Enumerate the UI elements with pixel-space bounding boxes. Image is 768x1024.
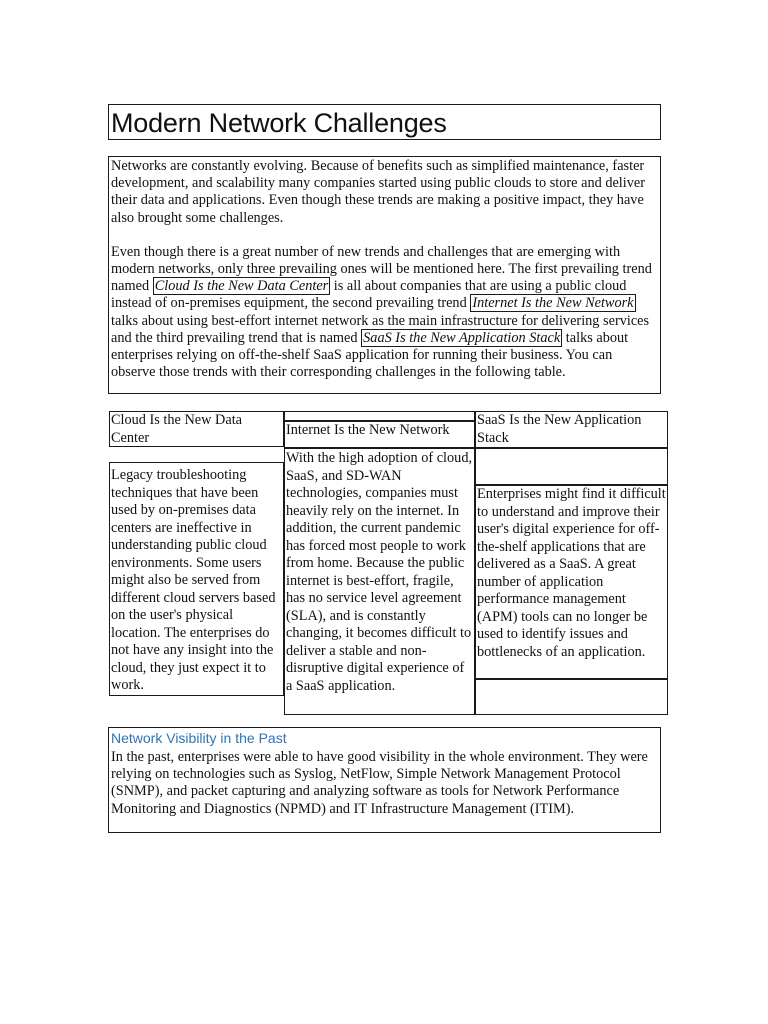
table-spacer-internet	[284, 411, 475, 421]
visibility-heading: Network Visibility in the Past	[111, 730, 287, 746]
trend-ref-saas: SaaS Is the New Application Stack	[363, 329, 561, 346]
table-header-saas: SaaS Is the New Application Stack	[475, 411, 668, 448]
table-empty-saas-top	[475, 448, 668, 485]
table-empty-saas-bottom	[475, 679, 668, 715]
table-cell-cloud: Legacy troubleshooting techniques that have been used by on-premises data centers are ineffective in understanding public cloud environments. Some users might also be served from different cloud servers based on the user's physical location. The enterprises do not have any insight into the cloud, they just expect it to work.	[109, 462, 284, 696]
page-title: Modern Network Challenges	[111, 108, 447, 138]
table-cell-internet: With the high adoption of cloud, SaaS, and SD-WAN technologies, companies must heavily rely on the internet. In addition, the current pandemic has forced most people to work from home. Because the public internet is best-effort, fragile, has no service level agreement (SLA), and is constantly changing, it becomes difficult to deliver a stable and non-disruptive digital experience of a SaaS application.	[284, 448, 475, 715]
trend-ref-internet: Internet Is the New Network	[472, 295, 634, 312]
visibility-section	[108, 727, 661, 833]
intro-text-b: is all about companies that are using a public cloud instead of on-premises equipment, the second prevailing trend	[111, 278, 627, 312]
intro-text-d: talks about enterprises relying on off-the-shelf SaaS application for running their business. You can observe those trends with their corresponding challenges in the following table.	[111, 329, 629, 381]
intro-paragraph-2	[111, 244, 658, 382]
intro-paragraph-1: Networks are constantly evolving. Because of benefits such as simplified maintenance, faster development, and scalability many companies started using public clouds to store and deliver their data and applications. Even though these trends are making a positive impact, they have also brought some challenges.	[111, 158, 646, 226]
visibility-body: In the past, enterprises were able to have good visibility in the whole environment. They were relying on technologies such as Syslog, NetFlow, Simple Network Management Protocol (SNMP), and packet capturing and analyzing software as tools for Network Performance Monitoring and Diagnostics (NPMD) and IT Infrastructure Management (ITIM).	[111, 749, 648, 817]
intro-section	[108, 156, 661, 394]
table-cell-saas: Enterprises might find it difficult to understand and improve their user's digital experience for off-the-shelf applications that are delivered as a SaaS. A great number of application performance management (APM) tools can no longer be used to identify issues and bottlenecks of an application.	[475, 485, 668, 679]
trends-table	[109, 411, 668, 715]
title-box	[108, 104, 661, 140]
intro-text-a: Even though there is a great number of new trends and challenges that are emerging with modern networks, only three prevailing ones will be mentioned here. The first prevailing trend named	[111, 243, 652, 295]
trend-ref-cloud: Cloud Is the New Data Center	[154, 278, 329, 295]
intro-text-c: talks about using best-effort internet network as the main infrastructure for delivering services and the third prevailing trend that is named	[111, 312, 650, 346]
table-header-internet: Internet Is the New Network	[284, 421, 475, 448]
table-header-cloud: Cloud Is the New Data Center	[109, 411, 284, 447]
